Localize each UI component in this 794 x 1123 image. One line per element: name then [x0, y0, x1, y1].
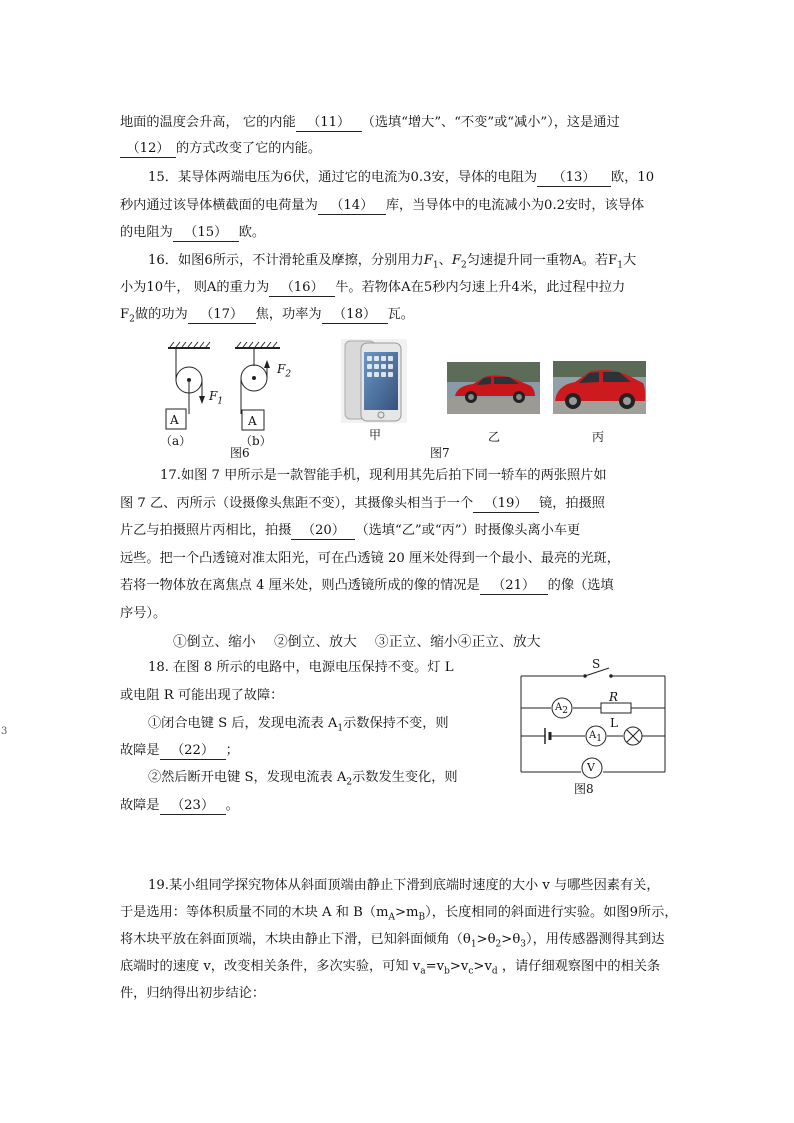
q19-line-3: 将木块平放在斜面顶端，木块由静止下滑，已知斜面倾角$(\theta_1>\theta_2>\theta_3)$，用传感器测得其到达: [120, 932, 665, 950]
car-photo-far: [447, 362, 540, 414]
blank-17: （17）: [188, 306, 256, 324]
q17-line-3: 片乙与拍摄照片丙相比，拍摄 （20） （选填“乙”或“丙”）时摄像头离小车更: [120, 523, 581, 538]
blank-14: （14）: [318, 197, 386, 215]
q19-line-1: 19.某小组同学探究物体从斜面顶端由静止下滑到底端时速度的大小 v 与哪些因素有关，: [148, 878, 660, 893]
q18-line-2: 或电阻 R 可能出现了故障：: [120, 688, 284, 703]
q17-line-6: 序号）。: [120, 606, 167, 621]
q16-line-2: 小为10牛， 则A的重力为 （16） 牛。若物体A在5秒内匀速上升4米，此过程中拉力: [120, 280, 626, 295]
q18-line-3: ①闭合电键 S 后，发现电流表 $A_1$示数保持不变，则: [148, 716, 449, 734]
q14-line-1: 地面的温度会升高， 它的内能 （11） （选填“增大”、“不变”或“减小”），这是通过: [120, 115, 620, 130]
blank-16: （16）: [269, 279, 335, 297]
q14-line-2: （12） 的方式改变了它的内能。: [120, 139, 321, 159]
blank-19: （19）: [473, 495, 539, 513]
pulley-b-caption: （b）: [240, 434, 272, 448]
blank-12: （12）: [120, 140, 176, 158]
force-f1-label: $F_1$: [209, 389, 224, 407]
blank-11: （11）: [296, 114, 362, 132]
q15-line-1: 15．某导体两端电压为6伏，通过它的电流为0.3安，导体的电阻为 （13） 欧，10: [148, 170, 655, 185]
car-near-label: 丙: [592, 430, 605, 444]
car-photo-near: [553, 361, 646, 414]
blank-15: （15）: [173, 224, 239, 242]
smartphone-photo: [341, 339, 407, 423]
q17-line-2: 图 7 乙、丙所示（设摄像头焦距不变），其摄像头相当于一个 （19） 镜，拍摄照: [120, 496, 605, 511]
ammeter-a2-label: $A_2$: [555, 702, 568, 716]
pulley-b-box-label: A: [248, 414, 257, 428]
q16-line-3: $F_2$做的功为 （17） 焦，功率为 （18） 瓦。: [120, 307, 414, 325]
q19-line-4: 底端时的速度 v，改变相关条件，多次实验，可知 $v_a=v_b>v_c>v_d$ ，请仔细观察图中的相关条: [120, 959, 661, 977]
blank-21: （21）: [480, 577, 548, 595]
voltmeter-v-label: V: [587, 761, 595, 774]
figure-6-caption: 图6: [230, 446, 250, 460]
blank-20: （20）: [291, 522, 355, 540]
q17-line-5: 若将一物体放在离焦点 4 厘米处，则凸透镜所成的像的情况是 （21） 的像（选填: [120, 578, 614, 593]
blank-18: （18）: [322, 306, 388, 324]
pulley-a-caption: （a）: [160, 434, 192, 448]
q18-line-6: 故障是 （23） 。: [120, 798, 239, 813]
blank-23: （23）: [160, 797, 226, 815]
figure-7-caption: 图7: [430, 446, 450, 460]
lamp-l-label: L: [610, 716, 618, 730]
q19-line-5: 件，归纳得出初步结论：: [120, 986, 266, 1001]
phone-label: 甲: [369, 428, 382, 442]
q18-line-5: ②然后断开电键 S，发现电流表 $A_2$示数发生变化，则: [148, 770, 458, 788]
q18-line-4: 故障是 （22） ；: [120, 743, 239, 758]
q17-line-4: 远些。把一个凸透镜对准太阳光，可在凸透镜 20 厘米处得到一个最小、最亮的光斑，: [120, 551, 620, 566]
q17-line-1: 17.如图 7 甲所示是一款智能手机，现利用其先后拍下同一轿车的两张照片如: [160, 468, 607, 483]
q18-line-1: 18. 在图 8 所示的电路中，电源电压保持不变。灯 L: [148, 660, 454, 675]
q15-line-3: 的电阻为 （15） 欧。: [120, 225, 266, 240]
q15-line-2: 秒内通过该导体横截面的电荷量为 （14） 库，当导体中的电流减小为0.2安时，该导体: [120, 198, 645, 213]
pulley-a-box-label: A: [170, 413, 179, 427]
q16-line-1: 16．如图6所示，不计滑轮重及摩擦，分别用力$F_1$、$F_2$匀速提升同一重物A。若$F_1$大: [148, 253, 637, 271]
q17-options: ①倒立、缩小 ②倒立、放大 ③正立、缩小④正立、放大: [173, 634, 541, 650]
q19-line-2: 于是选用：等体积质量不同的木块 A 和 $B(m_A>m_B)$，长度相同的斜面进行实验。如图9所示，: [120, 905, 678, 923]
resistor-r-label: R: [609, 690, 619, 704]
force-f2-label: $F_2$: [277, 362, 292, 380]
ammeter-a1-label: $A_1$: [589, 730, 602, 744]
car-far-label: 乙: [488, 430, 501, 444]
blank-22: （22）: [160, 742, 226, 760]
switch-s-label: S: [592, 657, 601, 671]
page-edge-mark: 3: [1, 726, 8, 737]
blank-13: （13）: [537, 169, 611, 187]
figure-8-caption: 图8: [574, 782, 594, 796]
